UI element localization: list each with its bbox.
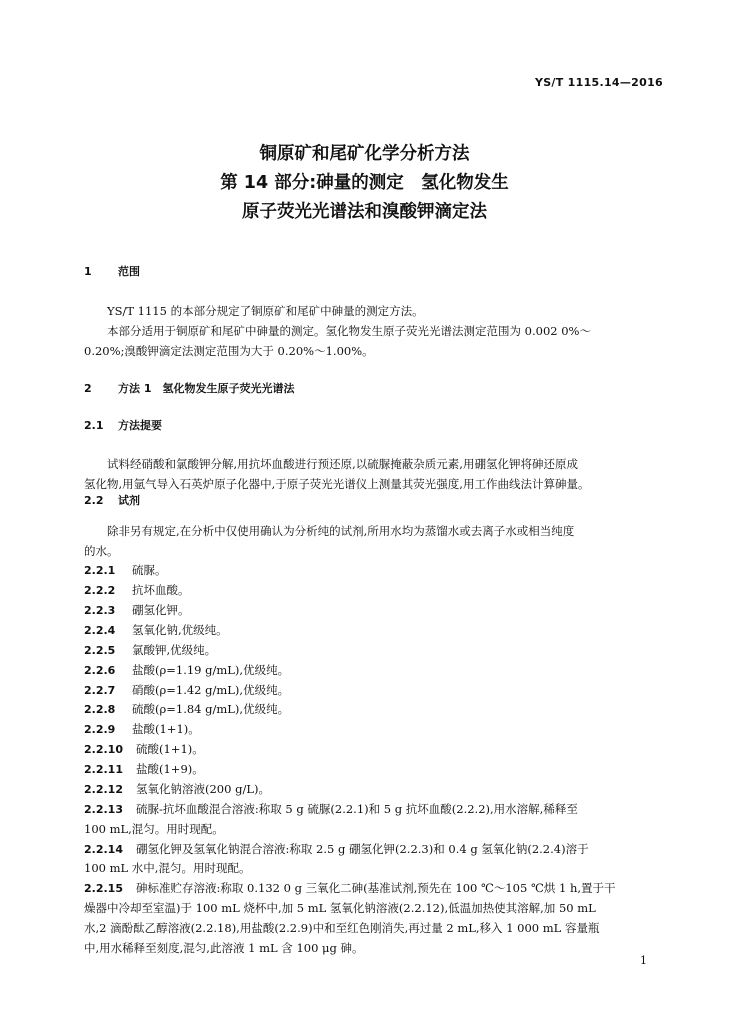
section-title: 范围: [118, 265, 140, 278]
reagent-item: [84, 681, 289, 700]
item-continuation: 100 mL,混匀。用时现配。: [84, 822, 224, 836]
item-text: 氯酸钾,优级纯。: [132, 643, 217, 657]
item-continuation: 中,用水稀释至刻度,混匀,此溶液 1 mL 含 100 μg 砷。: [84, 941, 364, 955]
item-text: 抗坏血酸。: [132, 583, 190, 597]
item-text: 硫脲-抗坏血酸混合溶液:称取 5 g 硫脲(2.2.1)和 5 g 抗坏血酸(2.2.2),用水溶解,稀释至: [136, 802, 578, 816]
item-number: 2.2.4: [84, 624, 116, 637]
item-text: 硫脲。: [132, 563, 167, 577]
item-text: 硼氢化钾。: [132, 603, 190, 617]
title-line-3: 原子荧光光谱法和溴酸钾滴定法: [242, 202, 487, 222]
section-number: 2: [84, 382, 92, 395]
item-text: 盐酸(1+9)。: [136, 762, 204, 776]
item-text: 硝酸(ρ=1.42 g/mL),优级纯。: [132, 683, 290, 697]
paragraph: 试料经硝酸和氯酸钾分解,用抗坏血酸进行预还原,以硫脲掩蔽杂质元素,用硼氢化钾将砷还原成: [107, 457, 578, 471]
reagent-item: [84, 780, 270, 799]
item-text: 硼氢化钾及氢氧化钠混合溶液:称取 2.5 g 硼氢化钾(2.2.3)和 0.4 g 氢氧化钠(2.2.4)溶于: [136, 842, 589, 856]
reagent-item: [84, 879, 616, 898]
paragraph: 氢化物,用氩气导入石英炉原子化器中,于原子荧光光谱仪上测量其荧光强度,用工作曲线法计算砷量。: [84, 477, 590, 491]
title-line-2: 第 14 部分:砷量的测定 氢化物发生: [220, 173, 509, 193]
section-title: 试剂: [118, 494, 140, 507]
item-continuation: 100 mL 水中,混匀。用时现配。: [84, 861, 251, 875]
section-2-heading: [84, 380, 294, 398]
item-number: 2.2.10: [84, 743, 123, 756]
item-number: 2.2.8: [84, 703, 116, 716]
section-1-heading: [84, 263, 140, 281]
reagent-item: [84, 740, 204, 759]
item-text: 盐酸(ρ=1.19 g/mL),优级纯。: [132, 663, 290, 677]
reagent-item: [84, 800, 578, 819]
item-number: 2.2.9: [84, 723, 116, 736]
paragraph: 本部分适用于铜原矿和尾矿中砷量的测定。氢化物发生原子荧光光谱法测定范围为 0.002 0%～: [107, 324, 591, 338]
item-number: 2.2.2: [84, 584, 116, 597]
reagent-item: [84, 760, 204, 779]
item-text: 硫酸(ρ=1.84 g/mL),优级纯。: [132, 702, 290, 716]
section-number: 2.2: [84, 494, 104, 507]
item-number: 2.2.13: [84, 803, 123, 816]
item-number: 2.2.1: [84, 564, 116, 577]
reagent-item: [84, 840, 589, 859]
item-number: 2.2.7: [84, 684, 116, 697]
section-title: 方法提要: [118, 419, 162, 432]
item-number: 2.2.14: [84, 843, 123, 856]
title-line-1: 铜原矿和尾矿化学分析方法: [259, 144, 470, 164]
item-text: 盐酸(1+1)。: [132, 722, 200, 736]
item-continuation: 水,2 滴酚酞乙醇溶液(2.2.18),用盐酸(2.2.9)中和至红色刚消失,再过量 2 mL,移入 1 000 mL 容量瓶: [84, 921, 600, 935]
item-number: 2.2.6: [84, 664, 116, 677]
section-number: 1: [84, 265, 92, 278]
reagent-item: [84, 601, 190, 620]
section-2-1-heading: [84, 417, 162, 435]
item-number: 2.2.11: [84, 763, 123, 776]
item-number: 2.2.3: [84, 604, 116, 617]
reagent-item: [84, 720, 200, 739]
item-text: 砷标准贮存溶液:称取 0.132 0 g 三氧化二砷(基准试剂,预先在 100 ℃～105 ℃烘 1 h,置于干: [136, 881, 616, 895]
section-title: 方法 1 氢化物发生原子荧光光谱法: [118, 382, 295, 395]
reagent-item: [84, 700, 289, 719]
paragraph: 的水。: [84, 544, 119, 558]
page-number: 1: [640, 954, 647, 967]
item-text: 硫酸(1+1)。: [136, 742, 204, 756]
reagent-item: [84, 661, 289, 680]
reagent-item: [84, 621, 228, 640]
paragraph: 除非另有规定,在分析中仅使用确认为分析纯的试剂,所用水均为蒸馏水或去离子水或相当纯度: [107, 524, 575, 538]
section-number: 2.1: [84, 419, 104, 432]
section-2-2-heading: [84, 492, 140, 510]
item-text: 氢氧化钠,优级纯。: [132, 623, 228, 637]
reagent-item: [84, 561, 167, 580]
item-number: 2.2.12: [84, 783, 123, 796]
paragraph: 0.20%;溴酸钾滴定法测定范围为大于 0.20%～1.00%。: [84, 344, 374, 358]
item-number: 2.2.15: [84, 882, 123, 895]
reagent-item: [84, 641, 216, 660]
item-text: 氢氧化钠溶液(200 g/L)。: [136, 782, 270, 796]
item-number: 2.2.5: [84, 644, 116, 657]
reagent-item: [84, 581, 190, 600]
standard-code: YS/T 1115.14—2016: [534, 76, 663, 89]
paragraph: YS/T 1115 的本部分规定了铜原矿和尾矿中砷量的测定方法。: [107, 304, 424, 318]
item-continuation: 燥器中冷却至室温)于 100 mL 烧杯中,加 5 mL 氢氧化钠溶液(2.2.12),低温加热使其溶解,加 50 mL: [84, 901, 596, 915]
